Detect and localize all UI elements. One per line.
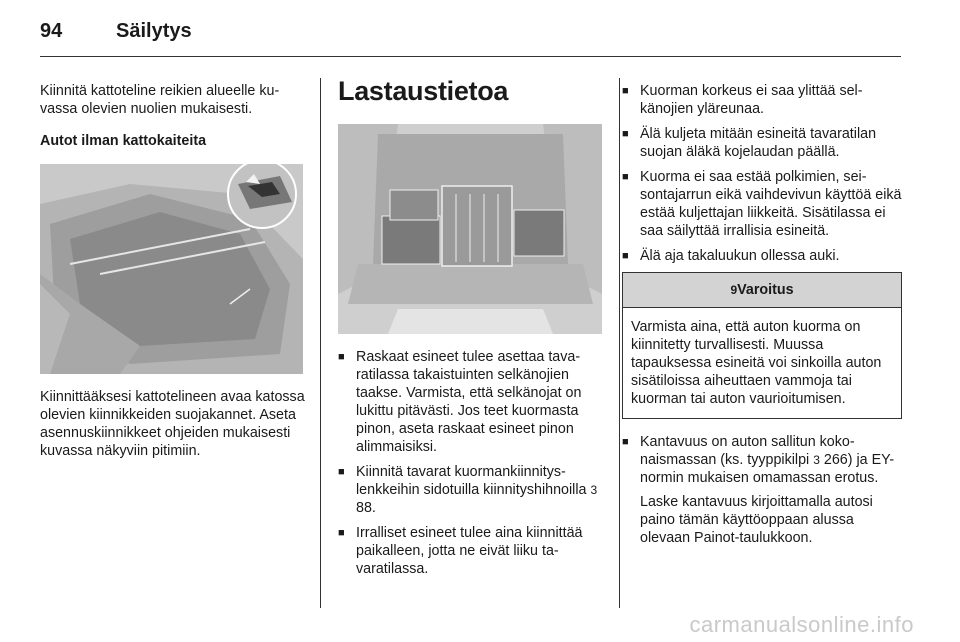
list-item: [338, 524, 606, 578]
warning-triangle-icon: 9: [730, 283, 738, 297]
page-number: 94: [40, 20, 63, 42]
bullet-text: Irralliset esineet tulee aina kiinnittää paikalleen, jotta ne eivät liiku tavaratilassa.: [356, 525, 583, 577]
list-item: [622, 433, 902, 547]
list-item: ■ Älä kuljeta mitään esineitä tavaratilan suojan äläkä kojelaudan päällä.: [622, 125, 902, 161]
page-section-title: Säilytys: [116, 20, 192, 42]
warning-box: [622, 272, 902, 419]
warning-header: [623, 273, 901, 308]
capacity-bullets: [622, 433, 902, 547]
column-divider-2: [619, 78, 620, 608]
loading-bullets: [338, 348, 606, 578]
list-item: ■ Kuorman korkeus ei saa ylittää selkänojien yläreunaa.: [622, 82, 902, 118]
page-reference-arrow-icon: 3: [590, 483, 598, 497]
list-item: ■ Älä aja takaluukun ollessa auki.: [622, 247, 902, 265]
bullet-text: Raskaat esineet tulee asettaa tavaratilassa takaistuinten selkänojien taakse. Varmista, että selkänojat on lukittu pitävästi. Jos teet kuormasta pinon, aseta raskaat esineet pinon alimmaisiksi.: [356, 349, 582, 455]
column-left: [40, 82, 305, 460]
load-rules-bullets: [622, 82, 902, 265]
column-divider-1: [320, 78, 321, 608]
column-middle: [338, 76, 606, 585]
bullet-text: Kiinnitä tavarat kuormankiinnityslenkkeihin sidotuilla kiinnityshihnoilla: [356, 464, 591, 498]
header-rule: [40, 56, 901, 57]
cargo-loading-illustration: [338, 124, 602, 334]
page-reference[interactable]: 88: [356, 500, 372, 516]
watermark: carmanualsonline.info: [689, 612, 914, 637]
list-item: ■ Kuorma ei saa estää polkimien, seisontajarrun eikä vaihdevivun käyttöä eikä estää kuljettajan liikkeitä. Sisätilassa ei saa säilyttää irrallisia esineitä.: [622, 168, 902, 240]
bullet-text: Kantavuus on auton sallitun kokonaismassan (ks. tyyppikilpi: [640, 434, 855, 468]
bullet-continuation: Laske kantavuus kirjoittamalla autosi paino tämän käyttöoppaan alussa olevaan Painot-taulukkoon.: [640, 494, 873, 546]
mounting-paragraph: Kiinnittääksesi kattotelineen avaa katossa olevien kiinnikkeiden suojakannet. Aseta asennuskiinnikkeet ohjeiden mukaisesti kuvassa näkyviin pitimiin.: [40, 389, 305, 459]
bullet-suffix: ) ja EY-normin mukaisen omamassan erotus.: [640, 452, 895, 486]
roof-rack-illustration: [40, 164, 303, 374]
column-right: [622, 82, 902, 554]
intro-paragraph: Kiinnitä kattoteline reikien alueelle kuvassa olevien nuolien mukaisesti.: [40, 83, 280, 117]
cargo-area-image: [338, 124, 602, 334]
list-item: [338, 463, 606, 517]
subheading: Autot ilman kattokaiteita: [40, 133, 207, 149]
page-reference-arrow-icon: 3: [813, 453, 820, 467]
warning-body: Varmista aina, että auton kuorma on kiinnitetty turvallisesti. Muussa tapauksessa esineitä voi sinkoilla auton sisätiloissa aiheuttaen vammoja tai kuorman tai auton vaurioitumisen.: [631, 319, 882, 407]
bullet-suffix: .: [371, 500, 376, 516]
car-roof-image: [40, 164, 303, 374]
warning-title: Varoitus: [737, 282, 794, 298]
section-heading: Lastaustietoa: [338, 76, 509, 106]
list-item: [338, 348, 606, 456]
page-reference[interactable]: 266: [823, 452, 848, 468]
